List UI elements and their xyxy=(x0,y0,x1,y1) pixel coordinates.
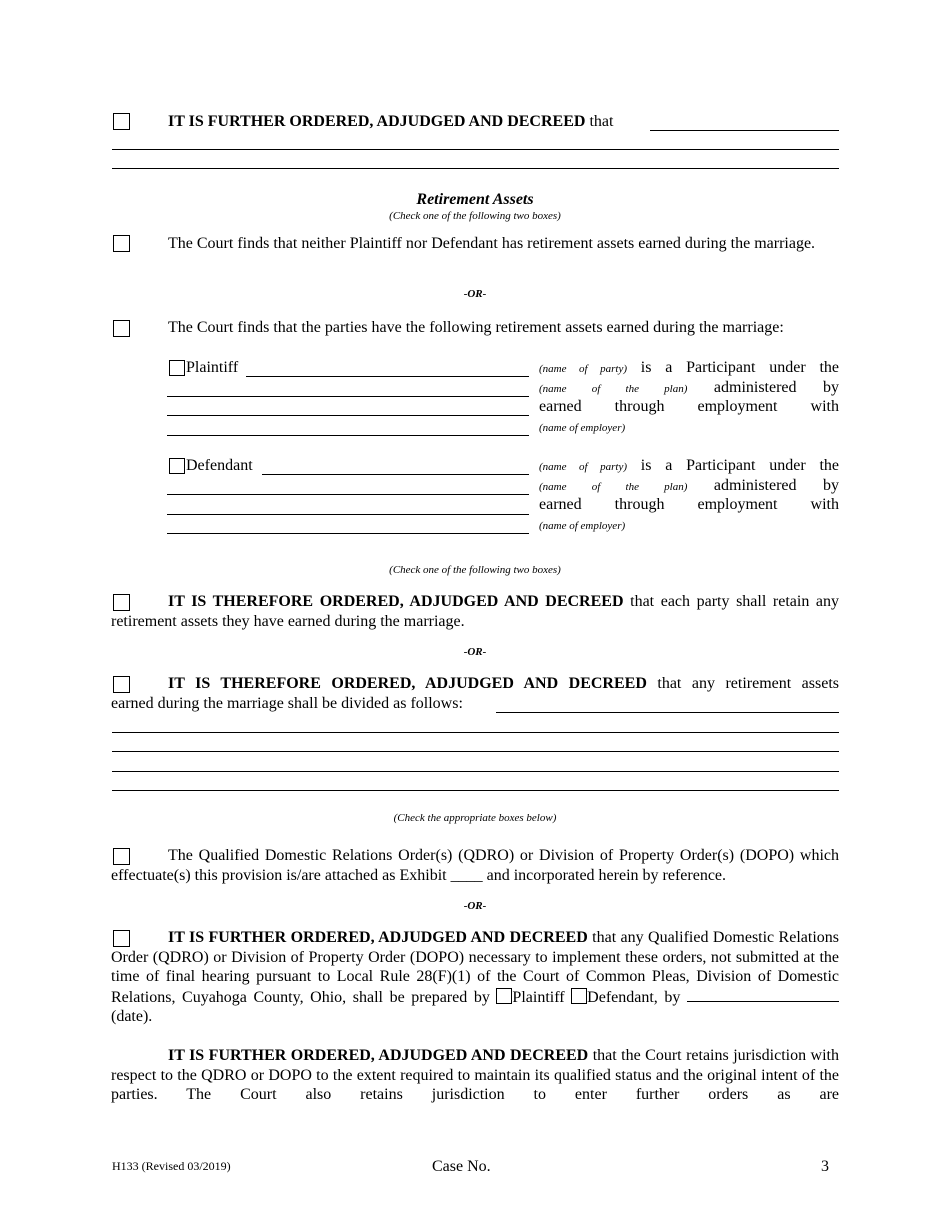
plaintiff-admin-line[interactable] xyxy=(167,415,529,416)
prepared-by-plaintiff-label: Plaintiff xyxy=(512,988,565,1006)
or-separator-2: -OR- xyxy=(463,646,487,658)
therefore-note: (Check one of the following two boxes) xyxy=(389,564,561,576)
divide-line-2: earned during the marriage shall be divided as follows: xyxy=(111,695,463,712)
prepared-by-plaintiff-checkbox[interactable] xyxy=(496,988,512,1004)
plaintiff-name-of-employer: (name of employer) xyxy=(539,422,626,434)
jurisdiction-rest: that the Court retains jurisdiction with respect to the QDRO or DOPO to the extent required to maintain its qualified status and the original intent of the parties. The Court also retains jurisdiction to enter further orders as are xyxy=(111,1047,839,1103)
footer-form-id: H133 (Revised 03/2019) xyxy=(112,1159,231,1173)
or-separator-3: -OR- xyxy=(463,900,487,912)
defendant-label: Defendant xyxy=(186,457,253,474)
defendant-employer-line[interactable] xyxy=(167,533,529,534)
plaintiff-row-1 xyxy=(539,358,839,380)
by-label: by xyxy=(664,988,681,1006)
date-blank[interactable] xyxy=(687,987,839,1002)
qdro-further-bold: IT IS FURTHER ORDERED, ADJUDGED AND DECREED xyxy=(168,929,588,946)
finding-has-text: The Court finds that the parties have the following retirement assets earned during the marriage: xyxy=(168,319,784,336)
defendant-administered: administered by xyxy=(713,477,840,494)
defendant-participant: is a Participant under the xyxy=(640,457,840,474)
divide-blank-2[interactable] xyxy=(112,732,839,733)
qdro-attached-text: The Qualified Domestic Relations Order(s) (QDRO) or Division of Property Order(s) (DOPO) which effectuate(s) this provision is/are attached as Exhibit ____ and incorporated herein by reference. xyxy=(111,847,839,884)
plaintiff-administered: administered by xyxy=(713,379,840,396)
qdro-further-text xyxy=(111,928,839,1027)
further-ordered-blank-1[interactable] xyxy=(650,130,839,131)
footer-case-no: Case No. xyxy=(432,1158,491,1175)
divide-rest-1: that any retirement assets xyxy=(657,675,840,692)
qdro-further-rest: that any Qualified Domestic Relations Order (QDRO) or Division of Property Order (DOPO) necessary to implement these orders, not submitted at the time of final hearing pursuant to Local Rule 28(F)(1) of the Court of Common Pleas, Division of Domestic Relations, Cuyahoga County, Ohio, shall be prepared by xyxy=(111,929,839,1006)
defendant-row-3: earned through employment with xyxy=(539,496,839,513)
plaintiff-label: Plaintiff xyxy=(186,359,239,376)
retirement-note: (Check one of the following two boxes) xyxy=(389,210,561,222)
finding-none-text: The Court finds that neither Plaintiff nor Defendant has retirement assets earned during the marriage. xyxy=(168,235,816,252)
retain-bold: IT IS THEREFORE ORDERED, ADJUDGED AND DECREED xyxy=(168,593,624,610)
further-ordered-blank-2[interactable] xyxy=(112,149,839,150)
divide-blank-1[interactable] xyxy=(496,712,839,713)
divide-blank-5[interactable] xyxy=(112,790,839,791)
plaintiff-participant: is a Participant under the xyxy=(640,359,840,376)
plaintiff-name-of-party: (name of party) xyxy=(539,363,627,375)
plaintiff-employer-line[interactable] xyxy=(167,435,529,436)
prepared-by-defendant-checkbox[interactable] xyxy=(571,988,587,1004)
defendant-name-of-employer: (name of employer) xyxy=(539,520,626,532)
plaintiff-name-line[interactable] xyxy=(246,376,529,377)
divide-line-1 xyxy=(168,674,839,694)
further-ordered-bold: IT IS FURTHER ORDERED, ADJUDGED AND DECREED xyxy=(168,113,586,130)
jurisdiction-bold: IT IS FURTHER ORDERED, ADJUDGED AND DECREED xyxy=(168,1047,589,1064)
divide-bold: IT IS THEREFORE ORDERED, ADJUDGED AND DECREED xyxy=(168,675,647,692)
further-ordered-line xyxy=(168,112,839,132)
jurisdiction-text xyxy=(111,1046,839,1105)
further-ordered-blank-3[interactable] xyxy=(112,168,839,169)
or-separator-1: -OR- xyxy=(463,288,487,300)
defendant-name-line[interactable] xyxy=(262,474,529,475)
further-ordered-that: that xyxy=(589,113,614,130)
defendant-plan-line[interactable] xyxy=(167,494,529,495)
date-label: (date). xyxy=(111,1008,153,1025)
divide-blank-4[interactable] xyxy=(112,771,839,772)
divide-blank-3[interactable] xyxy=(112,751,839,752)
footer-page-number: 3 xyxy=(821,1158,829,1175)
plaintiff-name-of-plan: (name of the plan) xyxy=(539,383,688,395)
divide-checkbox[interactable] xyxy=(113,676,130,693)
plaintiff-plan-line[interactable] xyxy=(167,396,529,397)
defendant-name-of-party: (name of party) xyxy=(539,461,627,473)
plaintiff-checkbox[interactable] xyxy=(169,360,185,376)
further-ordered-checkbox[interactable] xyxy=(113,113,130,130)
defendant-checkbox[interactable] xyxy=(169,458,185,474)
retain-text xyxy=(111,592,839,631)
plaintiff-row-3: earned through employment with xyxy=(539,398,839,415)
qdro-note: (Check the appropriate boxes below) xyxy=(393,812,557,824)
defendant-admin-line[interactable] xyxy=(167,514,529,515)
retain-rest: that each party shall retain any retirement assets they have earned during the marriage. xyxy=(111,593,840,630)
finding-has-checkbox[interactable] xyxy=(113,320,130,337)
prepared-by-defendant-label: Defendant, xyxy=(587,988,658,1006)
retirement-heading: Retirement Assets xyxy=(416,191,534,208)
defendant-row-1 xyxy=(539,456,839,478)
defendant-name-of-plan: (name of the plan) xyxy=(539,481,688,493)
